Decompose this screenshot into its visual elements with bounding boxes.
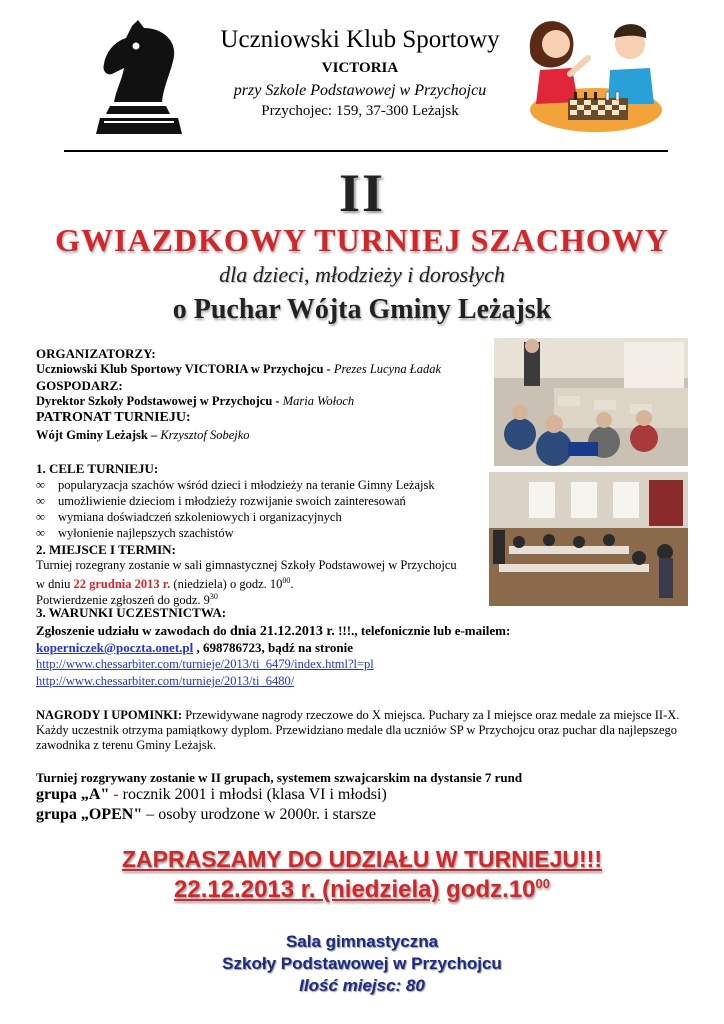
event-title: GWIAZDKOWY TURNIEJ SZACHOWY bbox=[55, 222, 669, 258]
tournament-system: Turniej rozgrywany zostanie w II grupach, systemem szwajcarskim na dystansie 7 rund bbox=[36, 770, 523, 785]
venue-seats: Ilość miejsc: 80 bbox=[299, 976, 425, 995]
group-a: grupa „A" - rocznik 2001 i młodsi (klasa VI i młodsi) bbox=[36, 786, 387, 803]
venue-hall: Sala gimnastyczna bbox=[285, 932, 439, 951]
cup-title: o Puchar Wójta Gminy Leżajsk bbox=[172, 294, 552, 325]
organizers-name: Uczniowski Klub Sportowy VICTORIA w Przychojcu - bbox=[36, 362, 331, 376]
goal-item: ∞ popularyzacja szachów wśród dzieci i młodzieży na teranie Gimny Leżajsk bbox=[36, 478, 435, 492]
prizes-text: Przewidywane nagrody rzeczowe do X miejsca. Puchary za I miejsce oraz medale za miejsce II-X. Każdy uczestnik otrzyma pamiątkowy dyplom. Przewidziano medale dla uczniów SP w Przychojcu oraz puchar dla najlepszego zawodnika z terenu Gminy Leżajsk. bbox=[36, 708, 680, 752]
registration-line: Zgłoszenie udziału w zawodach do dnia 21.12.2013 r. !!!., telefonicznie lub e-mailem: bbox=[36, 623, 511, 639]
organizers-person: Prezes Lucyna Ładak bbox=[333, 362, 441, 376]
group-description: osoby urodzone w 2000r. i starsze bbox=[158, 806, 376, 823]
invitation-headline: ZAPRASZAMY DO UDZIAŁU W TURNIEJU!!! bbox=[122, 846, 602, 872]
organizers-heading: ORGANIZATORZY: bbox=[36, 346, 156, 361]
invitation-time: godz.10 bbox=[439, 876, 536, 903]
header-divider bbox=[64, 150, 668, 152]
patron-name: Wójt Gminy Leżajsk – bbox=[36, 428, 158, 442]
chess-knight-logo-icon bbox=[92, 18, 188, 146]
patron-person: Krzysztof Sobejko bbox=[160, 428, 250, 442]
place-line: Turniej rozegrany zostanie w sali gimnastycznej Szkoły Podstawowej w Przychojcu bbox=[36, 558, 457, 572]
club-address: Przychojec: 159, 37-300 Leżajsk bbox=[261, 103, 459, 119]
bullet-infinity-icon: ∞ bbox=[36, 510, 45, 524]
patron-line bbox=[36, 428, 250, 443]
gym-hall-tournament-photo bbox=[489, 472, 688, 606]
bullet-infinity-icon: ∞ bbox=[36, 478, 45, 492]
invitation-date: 22.12.2013 r. (niedziela) $godz.10^{00}$ bbox=[174, 876, 550, 903]
children-playing-chess-photo bbox=[494, 338, 688, 466]
venue-school: Szkoły Podstawowej w Przychojcu bbox=[222, 954, 502, 973]
goal-item: ∞ wymiana doświadczeń szkoleniowych i organizacyjnych bbox=[36, 510, 342, 524]
goal-item: ∞ umożliwienie dzieciom i młodzieży rozwijanie swoich zainteresowań bbox=[36, 494, 406, 508]
phone-number: , 698786723, bądź na stronie bbox=[193, 640, 353, 655]
club-short-name: VICTORIA bbox=[321, 60, 399, 76]
group-description: rocznik 2001 i młodsi (klasa VI i młodsi) bbox=[122, 786, 387, 803]
organizers-line bbox=[36, 362, 441, 377]
conditions-heading: 3. WARUNKI UCZESTNICTWA: bbox=[36, 605, 227, 620]
bullet-infinity-icon: ∞ bbox=[36, 494, 45, 508]
event-subtitle: dla dzieci, młodzieży i dorosłych bbox=[219, 262, 505, 287]
place-heading: 2. MIEJSCE I TERMIN: bbox=[36, 542, 176, 557]
goal-item: ∞ wyłonienie najlepszych szachistów bbox=[36, 526, 234, 540]
contact-line bbox=[36, 640, 353, 655]
host-line bbox=[36, 394, 354, 409]
confirmation-time: Potwierdzenie zgłoszeń do godz. $9^{30}$ bbox=[36, 592, 218, 608]
goals-heading: 1. CELE TURNIEJU: bbox=[36, 461, 159, 476]
kids-playing-chess-illustration bbox=[522, 14, 662, 132]
email-link[interactable]: koperniczek@poczta.onet.pl bbox=[36, 640, 194, 655]
group-name: grupa „OPEN" bbox=[36, 806, 143, 823]
host-name: Dyrektor Szkoły Podstawowej w Przychojcu - bbox=[36, 394, 280, 408]
bullet-infinity-icon: ∞ bbox=[36, 526, 45, 540]
host-person: Maria Wołoch bbox=[282, 394, 355, 408]
tournament-date: 22 grudnia 2013 r. bbox=[73, 577, 171, 592]
place-date-line: w dniu 22 grudnia 2013 r. (niedziela) o godz. $10^{00}$. bbox=[36, 576, 294, 592]
group-open: grupa „OPEN" – osoby urodzone w 2000r. i starsze bbox=[36, 806, 376, 823]
group-name: grupa „A" bbox=[36, 786, 110, 803]
patron-heading: PATRONAT TURNIEJU: bbox=[36, 410, 191, 425]
host-heading: GOSPODARZ: bbox=[36, 378, 123, 393]
edition-number: II bbox=[338, 163, 386, 223]
tournament-link-1[interactable]: http://www.chessarbiter.com/turnieje/2013/ti_6479/index.html?l=pl bbox=[36, 657, 374, 671]
prizes-paragraph bbox=[36, 708, 696, 753]
prizes-heading: NAGRODY I UPOMINKI: bbox=[36, 708, 183, 722]
tournament-link-2[interactable]: http://www.chessarbiter.com/turnieje/2013/ti_6480/ bbox=[36, 674, 295, 688]
club-name: Uczniowski Klub Sportowy bbox=[220, 26, 500, 53]
invitation-date-text: 22.12.2013 r. (niedziela) bbox=[174, 876, 440, 903]
school-name: przy Szkole Podstawowej w Przychojcu bbox=[233, 82, 487, 99]
